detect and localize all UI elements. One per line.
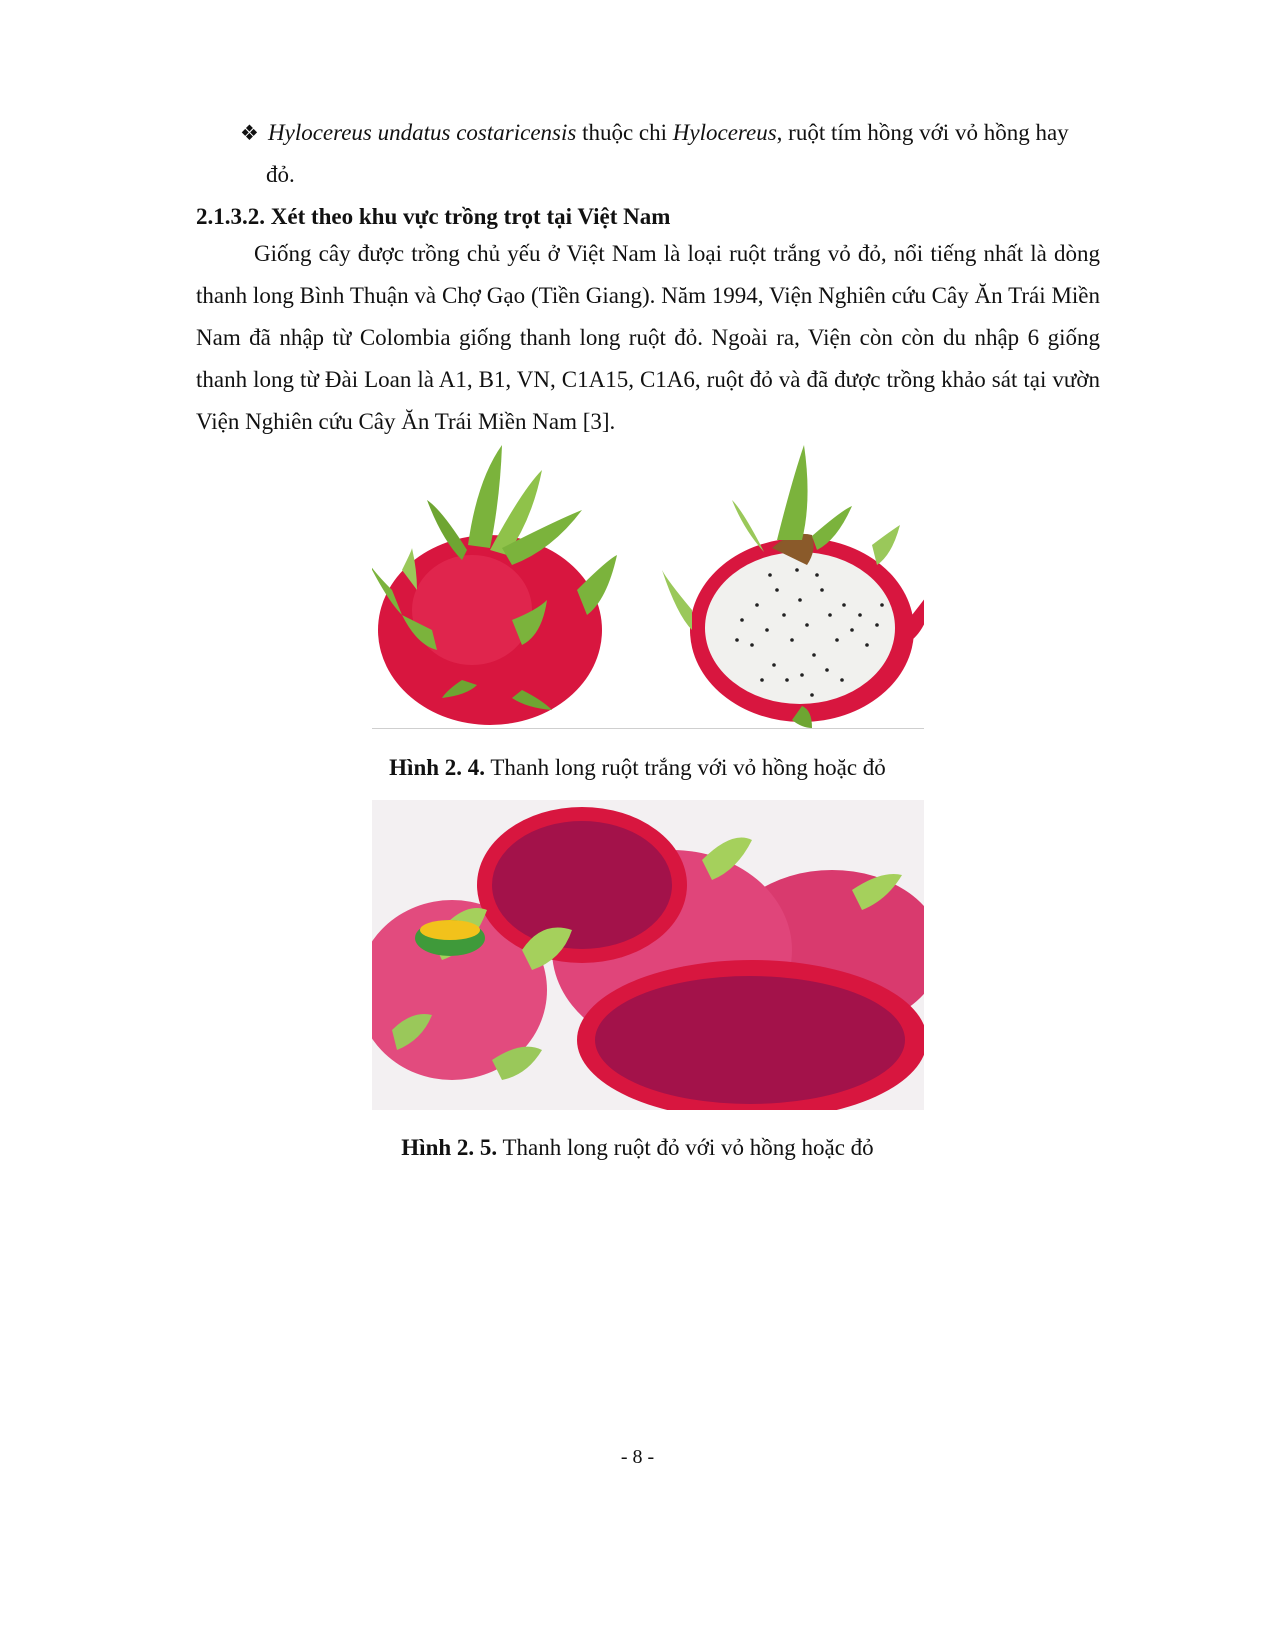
section-heading: 2.1.3.2. Xét theo khu vực trồng trọt tại Việt Nam <box>196 204 671 229</box>
figure-caption-2-5 <box>0 1133 1275 1163</box>
figure-caption-text: Thanh long ruột đỏ với vỏ hồng hoặc đỏ <box>497 1135 874 1160</box>
figure-label: Hình 2. 5. <box>401 1135 498 1160</box>
body-paragraph: Giống cây được trồng chủ yếu ở Việt Nam là loại ruột trắng vỏ đỏ, nổi tiếng nhất là dòng thanh long Bình Thuận và Chợ Gạo (Tiền Giang). Năm 1994, Viện Nghiên cứu Cây Ăn Trái Miền Nam đã nhập từ Colombia giống thanh long ruột đỏ. Ngoài ra, Viện còn còn du nhập 6 giống thanh long từ Đài Loan là A1, B1, VN, C1A15, C1A6, ruột đỏ và đã được trồng khảo sát tại vườn Viện Nghiên cứu Cây Ăn Trái Miền Nam [3]. <box>196 241 1100 434</box>
genus-prefix: thuộc chi <box>576 120 673 145</box>
species-description: , ruột tím hồng với vỏ hồng hay <box>776 120 1069 145</box>
bullet-text <box>268 112 1100 154</box>
figure-white-flesh-dragon-fruit <box>372 440 924 729</box>
diamond-bullet-icon: ❖ <box>240 121 259 145</box>
red-flesh-fruit-illustration <box>372 800 924 1110</box>
figure-caption-2-4 <box>0 753 1275 783</box>
genus-name: Hylocereus <box>672 120 777 145</box>
bullet-continuation: đỏ. <box>266 162 295 187</box>
species-name: Hylocereus undatus costaricensis <box>268 120 577 145</box>
halved-fruit <box>662 445 924 728</box>
figure-red-flesh-dragon-fruit <box>372 800 924 1110</box>
white-flesh-fruit-illustration <box>372 440 924 728</box>
figure-label: Hình 2. 4. <box>389 755 486 780</box>
page-number: - 8 - <box>620 1446 655 1468</box>
figure-caption-text: Thanh long ruột trắng với vỏ hồng hoặc đỏ <box>485 755 886 780</box>
whole-fruit <box>372 445 617 725</box>
